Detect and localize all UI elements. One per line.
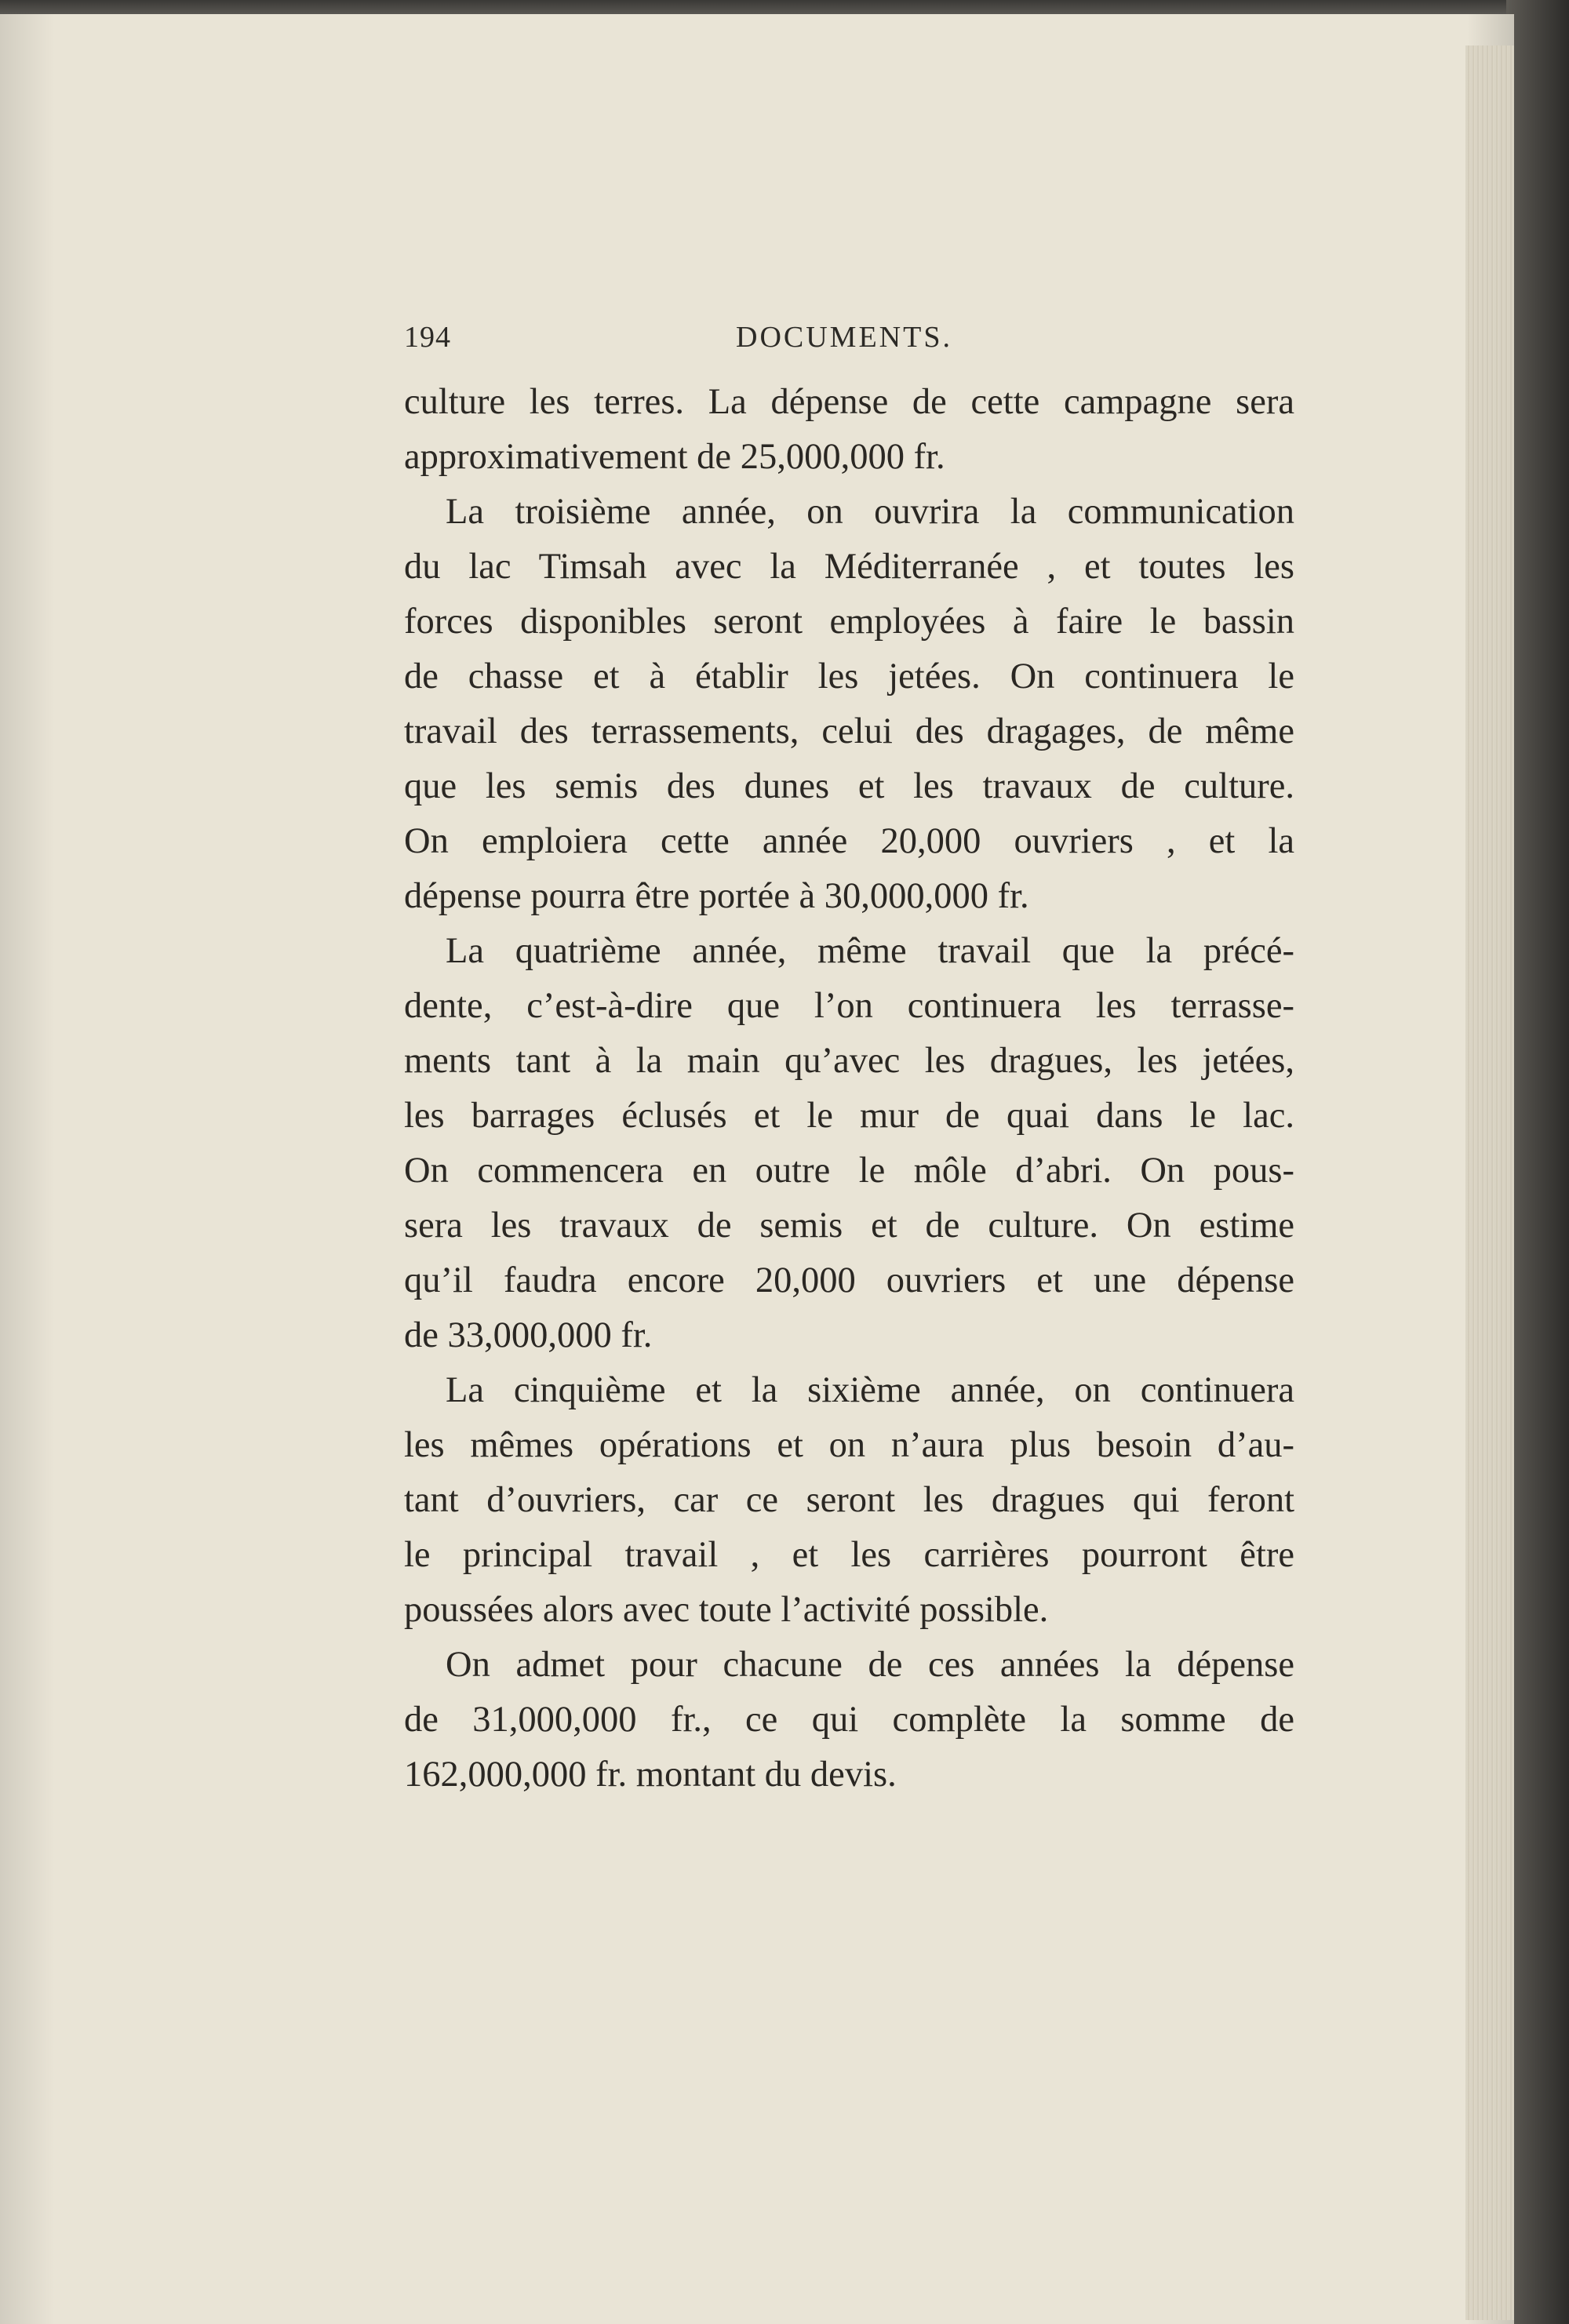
text-line: de 33,000,000 fr. [404,1315,653,1355]
text-line: que les semis des dunes et les travaux de culture. [404,766,1294,806]
paragraph [404,1638,1294,1802]
text-line: La cinquième et la sixième année, on continuera [446,1370,1294,1410]
text-line: dépense pourra être portée à 30,000,000 fr. [404,876,1029,916]
text-line: de 31,000,000 fr., ce qui complète la somme de [404,1700,1294,1740]
paragraph [404,375,1294,485]
paragraph [404,485,1294,924]
text-line: approximativement de 25,000,000 fr. [404,437,945,477]
text-line: ments tant à la main qu’avec les dragues, les jetées, [404,1041,1294,1081]
text-line: dente, c’est-à-dire que l’on continuera les terrasse- [404,986,1294,1026]
text-line: On emploiera cette année 20,000 ouvriers , et la [404,821,1294,861]
text-line: du lac Timsah avec la Méditerranée , et toutes les [404,547,1294,587]
text-line: La quatrième année, même travail que la précé- [446,931,1294,971]
text-line: sera les travaux de semis et de culture. On estime [404,1206,1294,1246]
text-line: culture les terres. La dépense de cette campagne sera [404,382,1294,422]
text-line: de chasse et à établir les jetées. On continuera le [404,656,1294,696]
text-line: les mêmes opérations et on n’aura plus besoin d’au- [404,1425,1294,1465]
text-line: La troisième année, on ouvrira la communication [446,492,1294,532]
text-line: les barrages éclusés et le mur de quai dans le lac. [404,1096,1294,1136]
text-line: le principal travail , et les carrières pourront être [404,1535,1294,1575]
text-line: qu’il faudra encore 20,000 ouvriers et une dépense [404,1260,1294,1300]
text-line: On admet pour chacune de ces années la dépense [446,1645,1294,1685]
body-text [404,375,1294,1802]
page-header [404,320,1291,359]
page-number: 194 [404,321,451,354]
text-line: poussées alors avec toute l’activité possible. [404,1590,1049,1630]
text-line: tant d’ouvriers, car ce seront les dragues qui feront [404,1480,1294,1520]
paragraph [404,1363,1294,1638]
scan-background-right [1506,0,1569,2324]
text-line: On commencera en outre le môle d’abri. On pous- [404,1151,1294,1191]
text-line: forces disponibles seront employées à faire le bassin [404,602,1294,642]
paragraph [404,924,1294,1363]
text-line: travail des terrassements, celui des dragages, de même [404,711,1294,751]
page-edge-leaves [1465,45,1514,2320]
running-head: DOCUMENTS. [736,321,952,354]
text-line: 162,000,000 fr. montant du devis. [404,1755,897,1795]
